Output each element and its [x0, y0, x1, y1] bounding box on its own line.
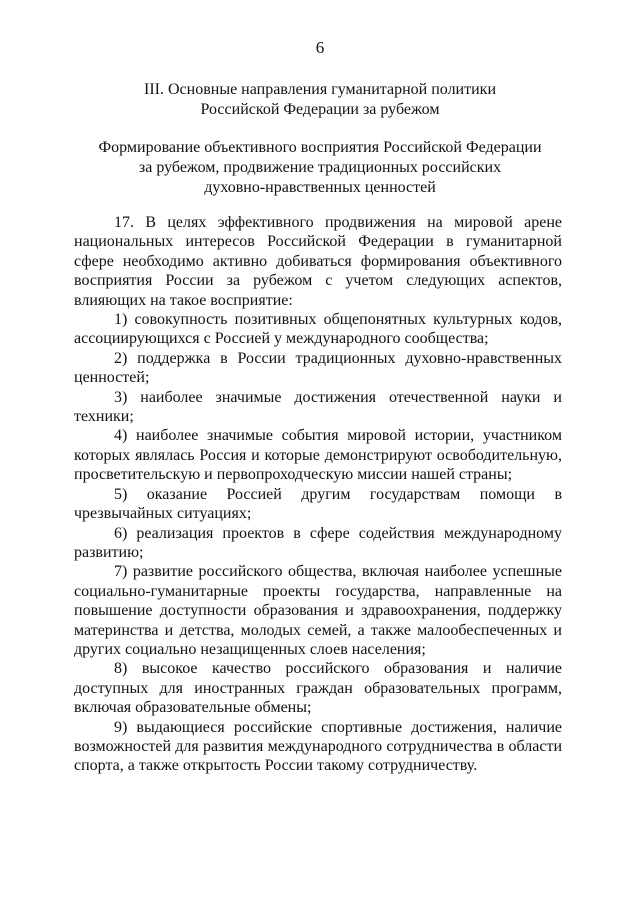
- list-item-8: 8) высокое качество российского образования и наличие доступных для иностранных граждан образовательных программ, включая образовательные обмены;: [74, 660, 562, 717]
- subsection-heading-line-2: за рубежом, продвижение традиционных российских: [138, 159, 502, 176]
- list-item-6: 6) реализация проектов в сфере содействия международному развитию;: [74, 524, 562, 561]
- subsection-heading-line-1: Формирование объективного восприятия Российской Федерации: [98, 139, 542, 156]
- page-number: 6: [315, 38, 325, 57]
- list-item-4: 4) наиболее значимые события мировой истории, участником которых являлась Россия и которые демонстрируют освободительную, просветительскую и первопроходческую миссии нашей страны;: [74, 427, 562, 484]
- list-item-7: 7) развитие российского общества, включая наиболее успешные социально-гуманитарные проекты государства, направленные на повышение доступности образования и здравоохранения, поддержку материнства и детства, молодых семей, а также малообеспеченных и других социально незащищенных слоев населения;: [74, 563, 562, 658]
- list-item-2: 2) поддержка в России традиционных духовно-нравственных ценностей;: [74, 349, 562, 387]
- paragraph-17-intro: 17. В целях эффективного продвижения на мировой арене национальных интересов Российской Федерации в гуманитарной сфере необходимо активно добиваться формирования объективного восприятия России за рубежом с учетом следующих аспектов, влияющих на такое восприятие:: [74, 214, 562, 309]
- subsection-heading-line-3: духовно-нравственных ценностей: [204, 179, 436, 196]
- subsection-heading: [70, 138, 570, 198]
- section-heading-line-1: III. Основные направления гуманитарной политики: [144, 81, 496, 98]
- list-item-1: 1) совокупность позитивных общепонятных культурных кодов, ассоциирующихся с Россией у международного сообщества;: [74, 311, 562, 348]
- section-heading: [70, 80, 570, 120]
- list-item-9: 9) выдающиеся российские спортивные достижения, наличие возможностей для развития международного сотрудничества в области спорта, а также открытость России такому сотрудничеству.: [74, 718, 562, 775]
- list-item-3: 3) наиболее значимые достижения отечественной науки и техники;: [74, 388, 562, 426]
- document-body: [74, 213, 562, 776]
- section-heading-line-2: Российской Федерации за рубежом: [200, 101, 440, 118]
- list-item-5: 5) оказание Россией другим государствам помощи в чрезвычайных ситуациях;: [74, 485, 562, 523]
